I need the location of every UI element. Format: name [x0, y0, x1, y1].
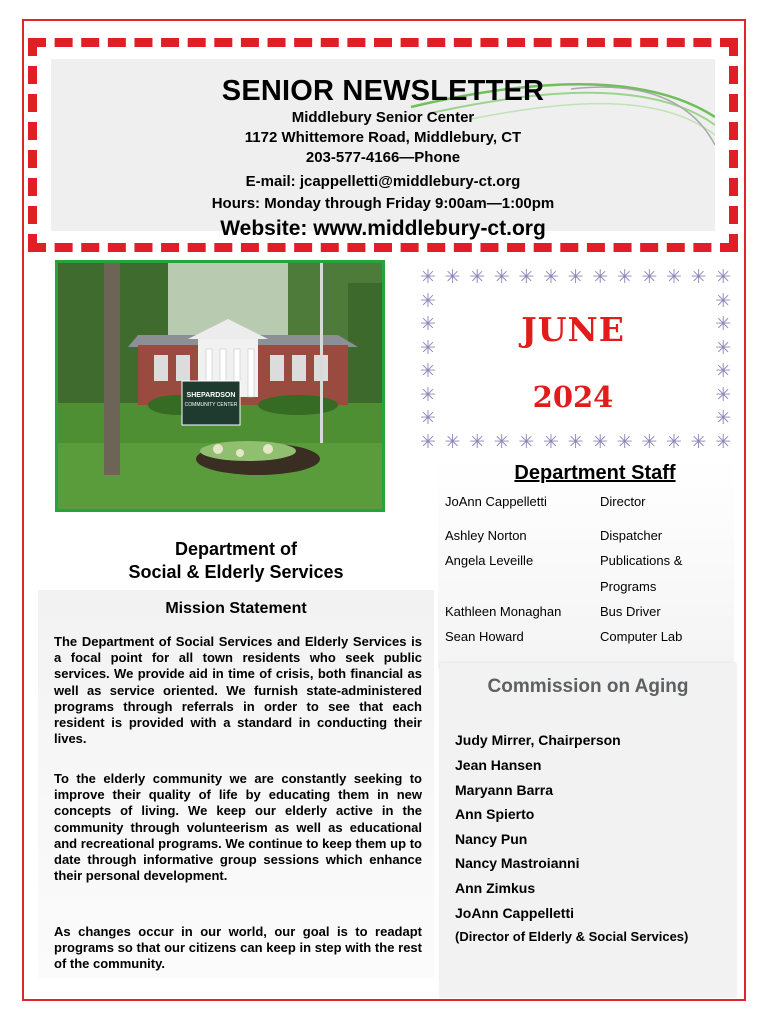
- snowflake-icon: ✳: [420, 337, 436, 359]
- department-title-line2: Social & Elderly Services: [128, 562, 344, 582]
- sign-line1: SHEPARDSON: [186, 392, 236, 399]
- staff-role: Director: [600, 494, 646, 509]
- issue-year: 2024: [532, 380, 614, 414]
- snowflake-icon: ✳: [690, 267, 707, 288]
- commission-title: Commission on Aging: [487, 676, 689, 697]
- staff-name: Angela Leveille: [445, 553, 534, 568]
- center-phone: 203-577-4166—Phone: [305, 149, 461, 166]
- snowflake-icon: ✳: [420, 290, 436, 312]
- snowflake-icon: ✳: [715, 431, 732, 453]
- center-hours: Hours: Monday through Friday 9:00am—1:00pm: [211, 195, 555, 212]
- snowflake-icon: ✳: [444, 267, 461, 288]
- header-banner: [51, 59, 715, 240]
- staff-role: Computer Lab: [600, 629, 683, 644]
- snowflake-icon: ✳: [616, 431, 633, 453]
- issue-month: JUNE: [521, 310, 625, 349]
- snowflake-icon: ✳: [641, 431, 658, 453]
- mission-paragraph: To the elderly community we are constantly seeking to improve their quality of life by educating them in new concepts of living. We keep our elderly active in the community through volunteerism as well as educational and recreational programs. We continue to keep them up to date through informative group sessions which enhance their personal development.: [54, 771, 422, 884]
- website-link[interactable]: Website: www.middlebury-ct.org: [220, 217, 546, 240]
- building-illustration: [58, 263, 382, 509]
- staff-name: Sean Howard: [445, 629, 524, 644]
- snowflake-icon: ✳: [641, 267, 658, 288]
- snowflake-icon: ✳: [616, 267, 633, 288]
- staff-name: Ashley Norton: [445, 528, 527, 543]
- mission-title: Mission Statement: [165, 600, 307, 617]
- snowflake-icon: ✳: [592, 431, 609, 453]
- snowflake-border: [420, 267, 732, 458]
- snowflake-icon: ✳: [493, 267, 510, 288]
- snowflake-icon: ✳: [420, 267, 436, 288]
- commission-panel: [440, 663, 736, 997]
- snowflake-icon: ✳: [543, 431, 559, 453]
- commission-note: (Director of Elderly & Social Services): [455, 929, 689, 944]
- snowflake-icon: ✳: [666, 431, 682, 453]
- snowflake-icon: ✳: [420, 384, 436, 406]
- snowflake-icon: ✳: [690, 431, 707, 453]
- community-center-photo: [55, 260, 385, 512]
- snowflake-icon: ✳: [715, 267, 732, 288]
- snowflake-icon: ✳: [444, 431, 461, 453]
- center-address: 1172 Whittemore Road, Middlebury, CT: [244, 129, 522, 146]
- snowflake-icon: ✳: [420, 431, 436, 453]
- center-email[interactable]: E-mail: jcappelletti@middlebury-ct.org: [245, 173, 521, 190]
- commission-member: Nancy Mastroianni: [455, 855, 580, 871]
- snowflake-icon: ✳: [543, 267, 559, 288]
- snowflake-icon: ✳: [420, 361, 436, 382]
- staff-role: Bus Driver: [600, 604, 661, 619]
- staff-title: [430, 462, 760, 485]
- snowflake-icon: ✳: [715, 337, 732, 359]
- commission-member: Nancy Pun: [455, 831, 528, 847]
- snowflake-icon: ✳: [715, 314, 732, 335]
- snowflake-icon: ✳: [715, 290, 732, 312]
- commission-member: JoAnn Cappelletti: [455, 905, 575, 921]
- staff-name: JoAnn Cappelletti: [445, 494, 547, 509]
- commission-member: Ann Zimkus: [455, 880, 536, 896]
- snowflake-icon: ✳: [518, 431, 535, 453]
- newsletter-title: SENIOR NEWSLETTER: [221, 75, 545, 107]
- staff-role: Programs: [600, 579, 657, 594]
- commission-member: Jean Hansen: [455, 757, 542, 773]
- newsletter-header: [28, 38, 738, 252]
- staff-name: Kathleen Monaghan: [445, 604, 562, 619]
- snowflake-icon: ✳: [518, 267, 535, 288]
- snowflake-icon: ✳: [567, 431, 584, 453]
- commission-member: Maryann Barra: [455, 782, 554, 798]
- mission-paragraph: As changes occur in our world, our goal is to readapt programs so that our citizens can keep in step with the rest of the community.: [54, 924, 422, 972]
- staff-role: Publications &: [600, 553, 683, 568]
- snowflake-icon: ✳: [420, 314, 436, 335]
- department-title-line1: Department of: [174, 539, 297, 559]
- commission-member: Ann Spierto: [455, 806, 535, 822]
- snowflake-icon: ✳: [715, 361, 732, 382]
- snowflake-icon: ✳: [469, 267, 486, 288]
- snowflake-icon: ✳: [567, 267, 584, 288]
- snowflake-icon: ✳: [493, 431, 510, 453]
- snowflake-icon: ✳: [592, 267, 609, 288]
- snowflake-icon: ✳: [469, 431, 486, 453]
- staff-title-text: Department Staff: [514, 462, 676, 484]
- staff-role: Dispatcher: [600, 528, 663, 543]
- mission-paragraph: The Department of Social Services and Elderly Services is a focal point for all town residents who seek public services. We provide aid in time of crisis, both financial as well as service oriented. We furnish state-administered programs through referrals in order to see that each resident is provided with a standard in conducting their lives.: [54, 634, 422, 747]
- center-name: Middlebury Senior Center: [291, 109, 475, 126]
- snowflake-icon: ✳: [715, 384, 732, 406]
- commission-member: Judy Mirrer, Chairperson: [455, 732, 621, 748]
- snowflake-icon: ✳: [666, 267, 682, 288]
- sign-line2: COMMUNITY CENTER: [184, 402, 238, 408]
- snowflake-icon: ✳: [715, 408, 732, 429]
- snowflake-icon: ✳: [420, 408, 436, 429]
- department-title: [38, 538, 434, 584]
